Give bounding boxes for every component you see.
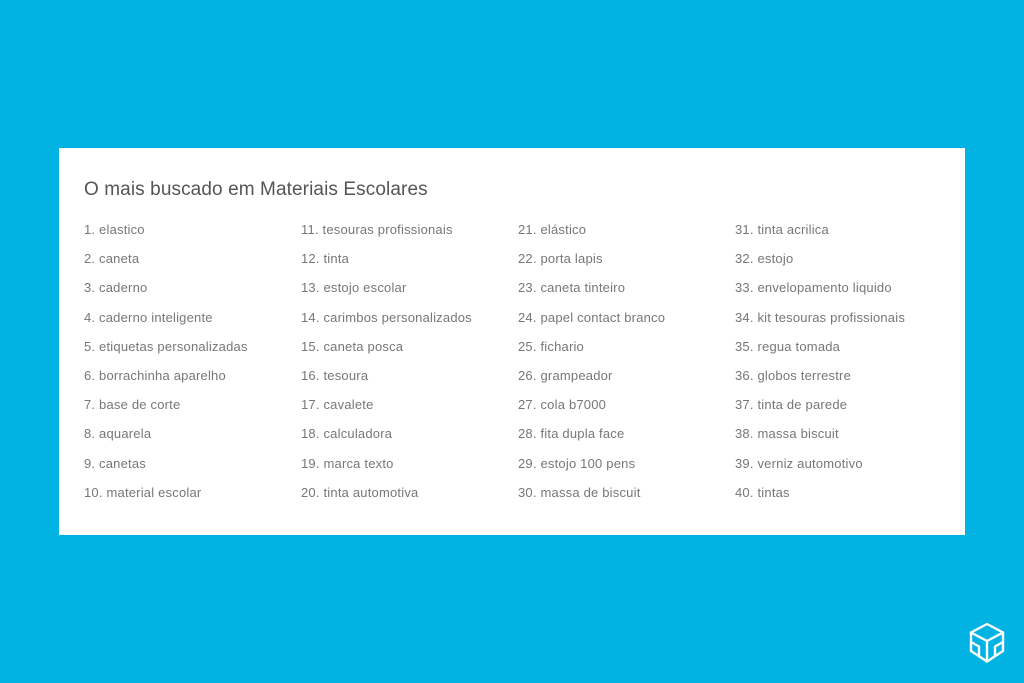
search-term-link[interactable]: 19. marca texto [301, 455, 394, 471]
search-column-3 [518, 222, 735, 514]
search-term-link[interactable]: 40. tintas [735, 484, 790, 500]
search-term-link[interactable]: 26. grampeador [518, 367, 613, 383]
search-term-link[interactable]: 32. estojo [735, 251, 794, 267]
search-term-link[interactable]: 5. etiquetas personalizadas [84, 338, 248, 354]
search-term-link[interactable]: 16. tesoura [301, 367, 369, 383]
card-title: O mais buscado em Materiais Escolares [84, 179, 428, 200]
search-term-link[interactable]: 31. tinta acrilica [735, 222, 829, 237]
search-term-link[interactable]: 17. cavalete [301, 397, 374, 413]
search-term-link[interactable]: 12. tinta [301, 251, 350, 267]
search-term-link[interactable]: 15. caneta posca [301, 338, 404, 354]
search-term-link[interactable]: 3. caderno [84, 280, 148, 296]
search-column-4 [735, 222, 952, 514]
search-term-link[interactable]: 27. cola b7000 [518, 397, 607, 413]
search-term-link[interactable]: 2. caneta [84, 251, 140, 267]
search-term-link[interactable]: 22. porta lapis [518, 251, 603, 267]
search-term-link[interactable]: 37. tinta de parede [735, 397, 848, 413]
cube-box-icon [968, 622, 1006, 664]
search-term-link[interactable]: 14. carimbos personalizados [301, 309, 472, 325]
search-term-link[interactable]: 6. borrachinha aparelho [84, 367, 226, 383]
search-term-link[interactable]: 33. envelopamento liquido [735, 280, 892, 296]
search-term-link[interactable]: 38. massa biscuit [735, 426, 839, 442]
search-term-link[interactable]: 9. canetas [84, 455, 146, 471]
search-column-2 [301, 222, 518, 514]
search-term-link[interactable]: 10. material escolar [84, 484, 202, 500]
search-term-link[interactable]: 20. tinta automotiva [301, 484, 419, 500]
search-term-link[interactable]: 18. calculadora [301, 426, 393, 442]
search-term-link[interactable]: 24. papel contact branco [518, 309, 666, 325]
search-term-link[interactable]: 13. estojo escolar [301, 280, 407, 296]
search-column-1 [84, 222, 301, 514]
search-term-link[interactable]: 11. tesouras profissionais [301, 222, 453, 237]
search-term-link[interactable]: 1. elastico [84, 222, 145, 237]
search-term-link[interactable]: 21. elástico [518, 222, 587, 237]
search-columns [84, 222, 965, 522]
top-searches-card [59, 148, 965, 535]
search-term-link[interactable]: 8. aquarela [84, 426, 152, 442]
search-term-link[interactable]: 7. base de corte [84, 397, 181, 413]
search-term-link[interactable]: 29. estojo 100 pens [518, 455, 636, 471]
search-term-link[interactable]: 28. fita dupla face [518, 426, 625, 442]
search-term-link[interactable]: 23. caneta tinteiro [518, 280, 626, 296]
search-term-link[interactable]: 4. caderno inteligente [84, 309, 213, 325]
search-term-link[interactable]: 35. regua tomada [735, 338, 841, 354]
search-term-link[interactable]: 34. kit tesouras profissionais [735, 309, 906, 325]
search-term-link[interactable]: 36. globos terrestre [735, 367, 852, 383]
search-term-link[interactable]: 30. massa de biscuit [518, 484, 641, 500]
search-term-link[interactable]: 39. verniz automotivo [735, 455, 863, 471]
search-term-link[interactable]: 25. fichario [518, 338, 584, 354]
